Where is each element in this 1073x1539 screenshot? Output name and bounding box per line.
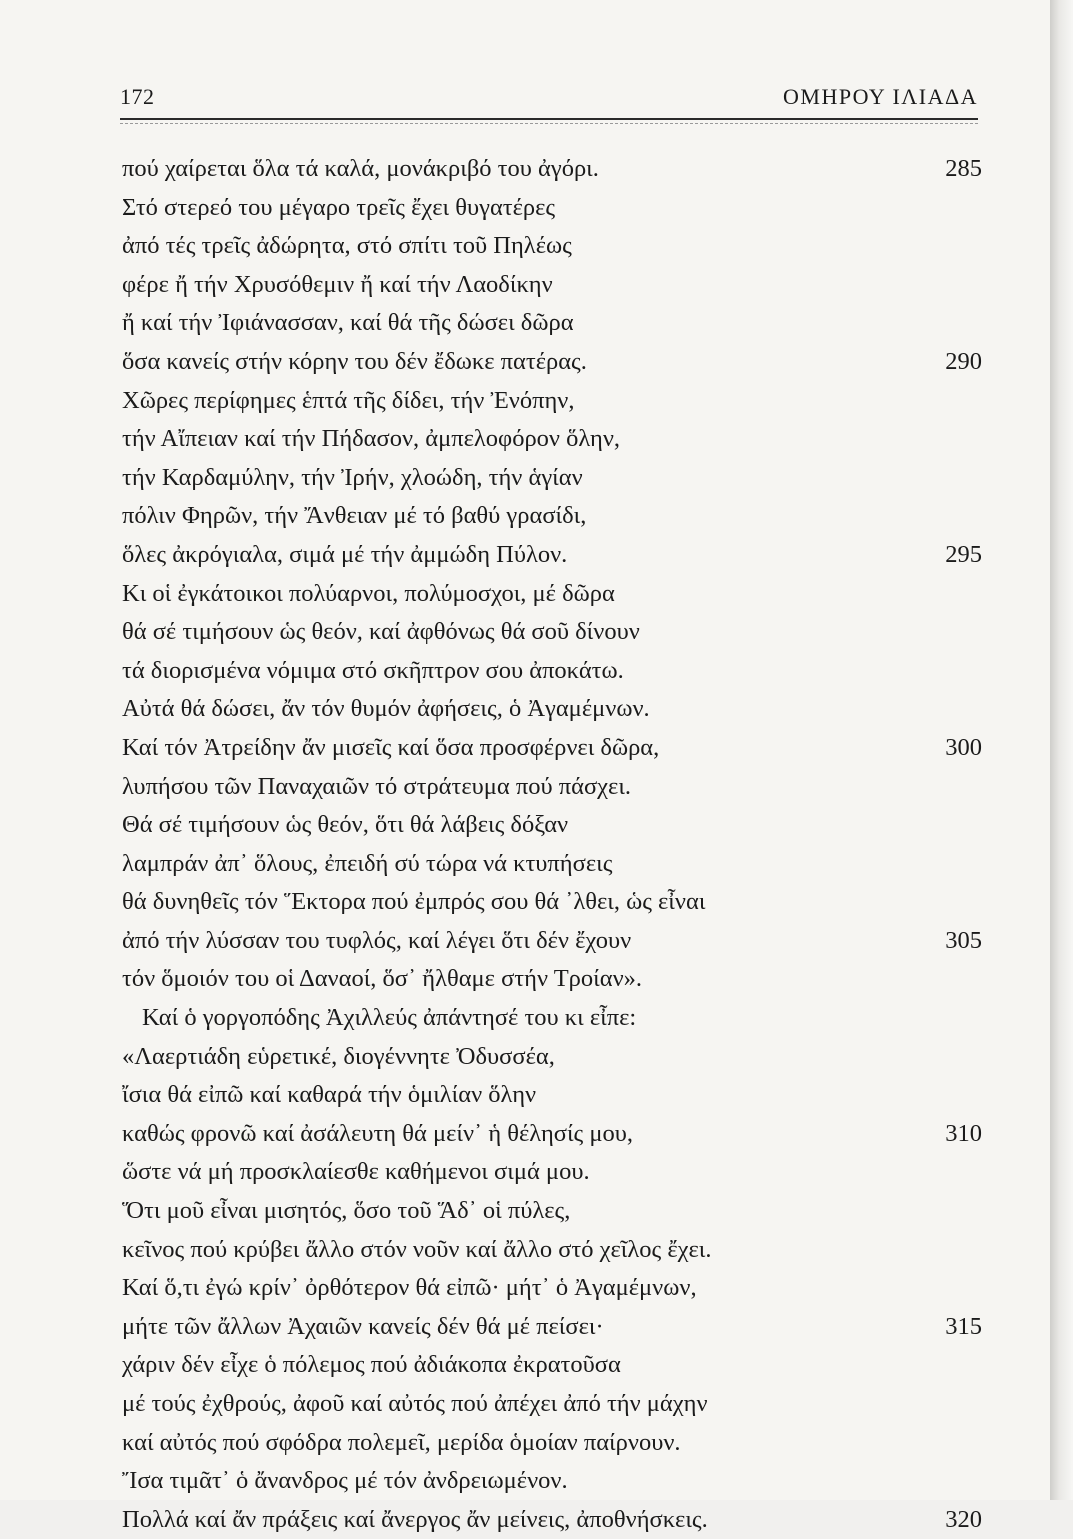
verse-line xyxy=(122,960,982,999)
verse-line xyxy=(122,845,982,884)
verse-text: ὅλες ἀκρόγιαλα, σιμά μέ τήν ἀμμώδη Πύλον. xyxy=(122,540,568,568)
line-number: 295 xyxy=(945,540,982,568)
verse-text: ἀπό τές τρεῖς ἀδώρητα, στό σπίτι τοῦ Πηλέως xyxy=(122,232,572,260)
verse-line xyxy=(122,266,982,305)
verse-line xyxy=(122,575,982,614)
verse-text: θά σέ τιμήσουν ὡς θεόν, καί ἀφθόνως θά σοῦ δίνουν xyxy=(122,618,640,646)
verse-text: Ἴσα τιμᾶτ᾽ ὁ ἄνανδρος μέ τόν ἀνδρειωμένον. xyxy=(122,1467,568,1495)
header-rule xyxy=(120,118,978,120)
verse-line xyxy=(122,150,982,189)
verse-text: Στό στερεό του μέγαρο τρεῖς ἔχει θυγατέρες xyxy=(122,193,556,221)
verse-line xyxy=(122,999,982,1038)
verse-text: πόλιν Φηρῶν, τήν Ἄνθειαν μέ τό βαθύ γρασίδι, xyxy=(122,502,587,530)
line-number: 300 xyxy=(945,733,982,761)
verse-text: τά διορισμένα νόμιμα στό σκῆπτρον σου ἀποκάτω. xyxy=(122,656,624,684)
line-number: 305 xyxy=(945,926,982,954)
verse-line xyxy=(122,497,982,536)
verse-line xyxy=(122,1115,982,1154)
verse-text: πού χαίρεται ὅλα τά καλά, μονάκριβό του ἀγόρι. xyxy=(122,155,599,182)
verse-text: Κι οἱ ἐγκάτοικοι πολύαρνοι, πολύμοσχοι, μέ δῶρα xyxy=(122,579,615,607)
verse-text: Αὐτά θά δώσει, ἄν τόν θυμόν ἀφήσεις, ὁ Ἀγαμέμνων. xyxy=(122,695,650,723)
verse-line xyxy=(122,1424,982,1463)
verse-line xyxy=(122,304,982,343)
verse-line xyxy=(122,1308,982,1347)
verse-line xyxy=(122,768,982,807)
verse-line xyxy=(122,1462,982,1501)
verse-text: ἴσια θά εἰπῶ καί καθαρά τήν ὁμιλίαν ὅλην xyxy=(122,1081,537,1109)
verse-text: μέ τούς ἐχθρούς, ἀφοῦ καί αὐτός πού ἀπέχει ἀπό τήν μάχην xyxy=(122,1390,708,1417)
verse-text: τόν ὅμοιόν του οἱ Δαναοί, ὅσ᾽ ἤλθαμε στήν Τροίαν». xyxy=(122,965,643,993)
line-number: 285 xyxy=(945,155,982,182)
verse-line xyxy=(122,883,982,922)
verse-line xyxy=(122,343,982,382)
verse-line xyxy=(122,690,982,729)
line-number: 290 xyxy=(945,347,982,375)
verse-text: «Λαερτιάδη εὑρετικέ, διογέννητε Ὀδυσσέα, xyxy=(122,1042,555,1070)
verse-text: καί αὐτός πού σφόδρα πολεμεῖ, μερίδα ὁμοίαν παίρνουν. xyxy=(122,1428,681,1456)
verse-line xyxy=(122,1192,982,1231)
verse-text: ὥστε νά μή προσκλαίεσθε καθήμενοι σιμά μου. xyxy=(122,1158,590,1186)
verse-text: λυπήσου τῶν Παναχαιῶν τό στράτευμα πού πάσχει. xyxy=(122,772,632,800)
verse-text: Πολλά καί ἄν πράξεις καί ἄνεργος ἄν μείνεις, ἀποθνήσκεις. xyxy=(122,1505,708,1533)
verse-line xyxy=(122,189,982,228)
line-number: 315 xyxy=(945,1312,982,1340)
verse-text: τήν Αἴπειαν καί τήν Πήδασον, ἀμπελοφόρον ὅλην, xyxy=(122,425,621,453)
verse-line xyxy=(122,1385,982,1424)
verse-line xyxy=(122,652,982,691)
verse-text: τήν Καρδαμύλην, τήν Ἰρήν, χλοώδη, τήν ἁγίαν xyxy=(122,463,583,491)
verse-line xyxy=(122,1346,982,1385)
verse-line xyxy=(122,806,982,845)
verse-line xyxy=(122,1153,982,1192)
verse-text: χάριν δέν εἶχε ὁ πόλεμος πού ἀδιάκοπα ἐκρατοῦσα xyxy=(122,1351,621,1379)
verse-text: Ὅτι μοῦ εἶναι μισητός, ὅσο τοῦ Ἅδ᾽ οἱ πύλες, xyxy=(122,1197,571,1225)
verse-text: Καί ὁ γοργοπόδης Ἀχιλλεύς ἀπάντησέ του κι εἶπε: xyxy=(142,1004,637,1032)
verse-text: Χῶρες περίφημες ἑπτά τῆς δίδει, τήν Ἐνόπην, xyxy=(122,386,575,414)
verse-line xyxy=(122,420,982,459)
verse-text: θά δυνηθεῖς τόν Ἕκτορα πού ἐμπρός σου θά ᾽λθει, ὡς εἶναι xyxy=(122,888,706,916)
verse-line xyxy=(122,1231,982,1270)
verse-text: ἤ καί τήν Ἰφιάνασσαν, καί θά τῆς δώσει δῶρα xyxy=(122,309,574,337)
verse-line xyxy=(122,922,982,961)
verse-text: Θά σέ τιμήσουν ὡς θεόν, ὅτι θά λάβεις δόξαν xyxy=(122,811,569,839)
verse-text: καθώς φρονῶ καί ἀσάλευτη θά μείν᾽ ἡ θέλησίς μου, xyxy=(122,1119,634,1147)
verse-text: κεῖνος πού κρύβει ἄλλο στόν νοῦν καί ἄλλο στό χεῖλος ἔχει. xyxy=(122,1235,712,1263)
verse-text: φέρε ἤ τήν Χρυσόθεμιν ἤ καί τήν Λαοδίκην xyxy=(122,270,553,298)
verse-line xyxy=(122,729,982,768)
verse-line xyxy=(122,382,982,421)
page-number: 172 xyxy=(120,84,155,109)
verse-line xyxy=(122,1269,982,1308)
verse-line xyxy=(122,227,982,266)
verse-text: ἀπό τήν λύσσαν του τυφλός, καί λέγει ὅτι δέν ἔχουν xyxy=(122,926,632,954)
verse-text: μήτε τῶν ἄλλων Ἀχαιῶν κανείς δέν θά μέ πείσει· xyxy=(122,1312,604,1340)
poem-text-block xyxy=(122,150,982,1539)
header-rule-secondary xyxy=(120,123,978,124)
verse-text: λαμπράν ἀπ᾽ ὅλους, ἐπειδή σύ τώρα νά κτυπήσεις xyxy=(122,849,613,877)
running-head xyxy=(120,78,978,118)
verse-line xyxy=(122,459,982,498)
page-edge xyxy=(1050,0,1073,1500)
verse-text: Καί ὅ,τι ἐγώ κρίν᾽ ὀρθότερον θά εἰπῶ· μήτ᾽ ὁ Ἀγαμέμνων, xyxy=(122,1274,697,1302)
verse-line xyxy=(122,1038,982,1077)
verse-text: ὅσα κανείς στήν κόρην του δέν ἔδωκε πατέρας. xyxy=(122,347,587,375)
verse-line xyxy=(122,536,982,575)
verse-line xyxy=(122,613,982,652)
book-title: ΟΜΗΡΟΥ ΙΛΙΑΔΑ xyxy=(783,84,978,109)
verse-line xyxy=(122,1076,982,1115)
verse-text: Καί τόν Ἀτρείδην ἄν μισεῖς καί ὅσα προσφέρνει δῶρα, xyxy=(122,733,660,761)
line-number: 310 xyxy=(945,1119,982,1147)
verse-line xyxy=(122,1501,982,1539)
line-number: 320 xyxy=(945,1505,982,1533)
